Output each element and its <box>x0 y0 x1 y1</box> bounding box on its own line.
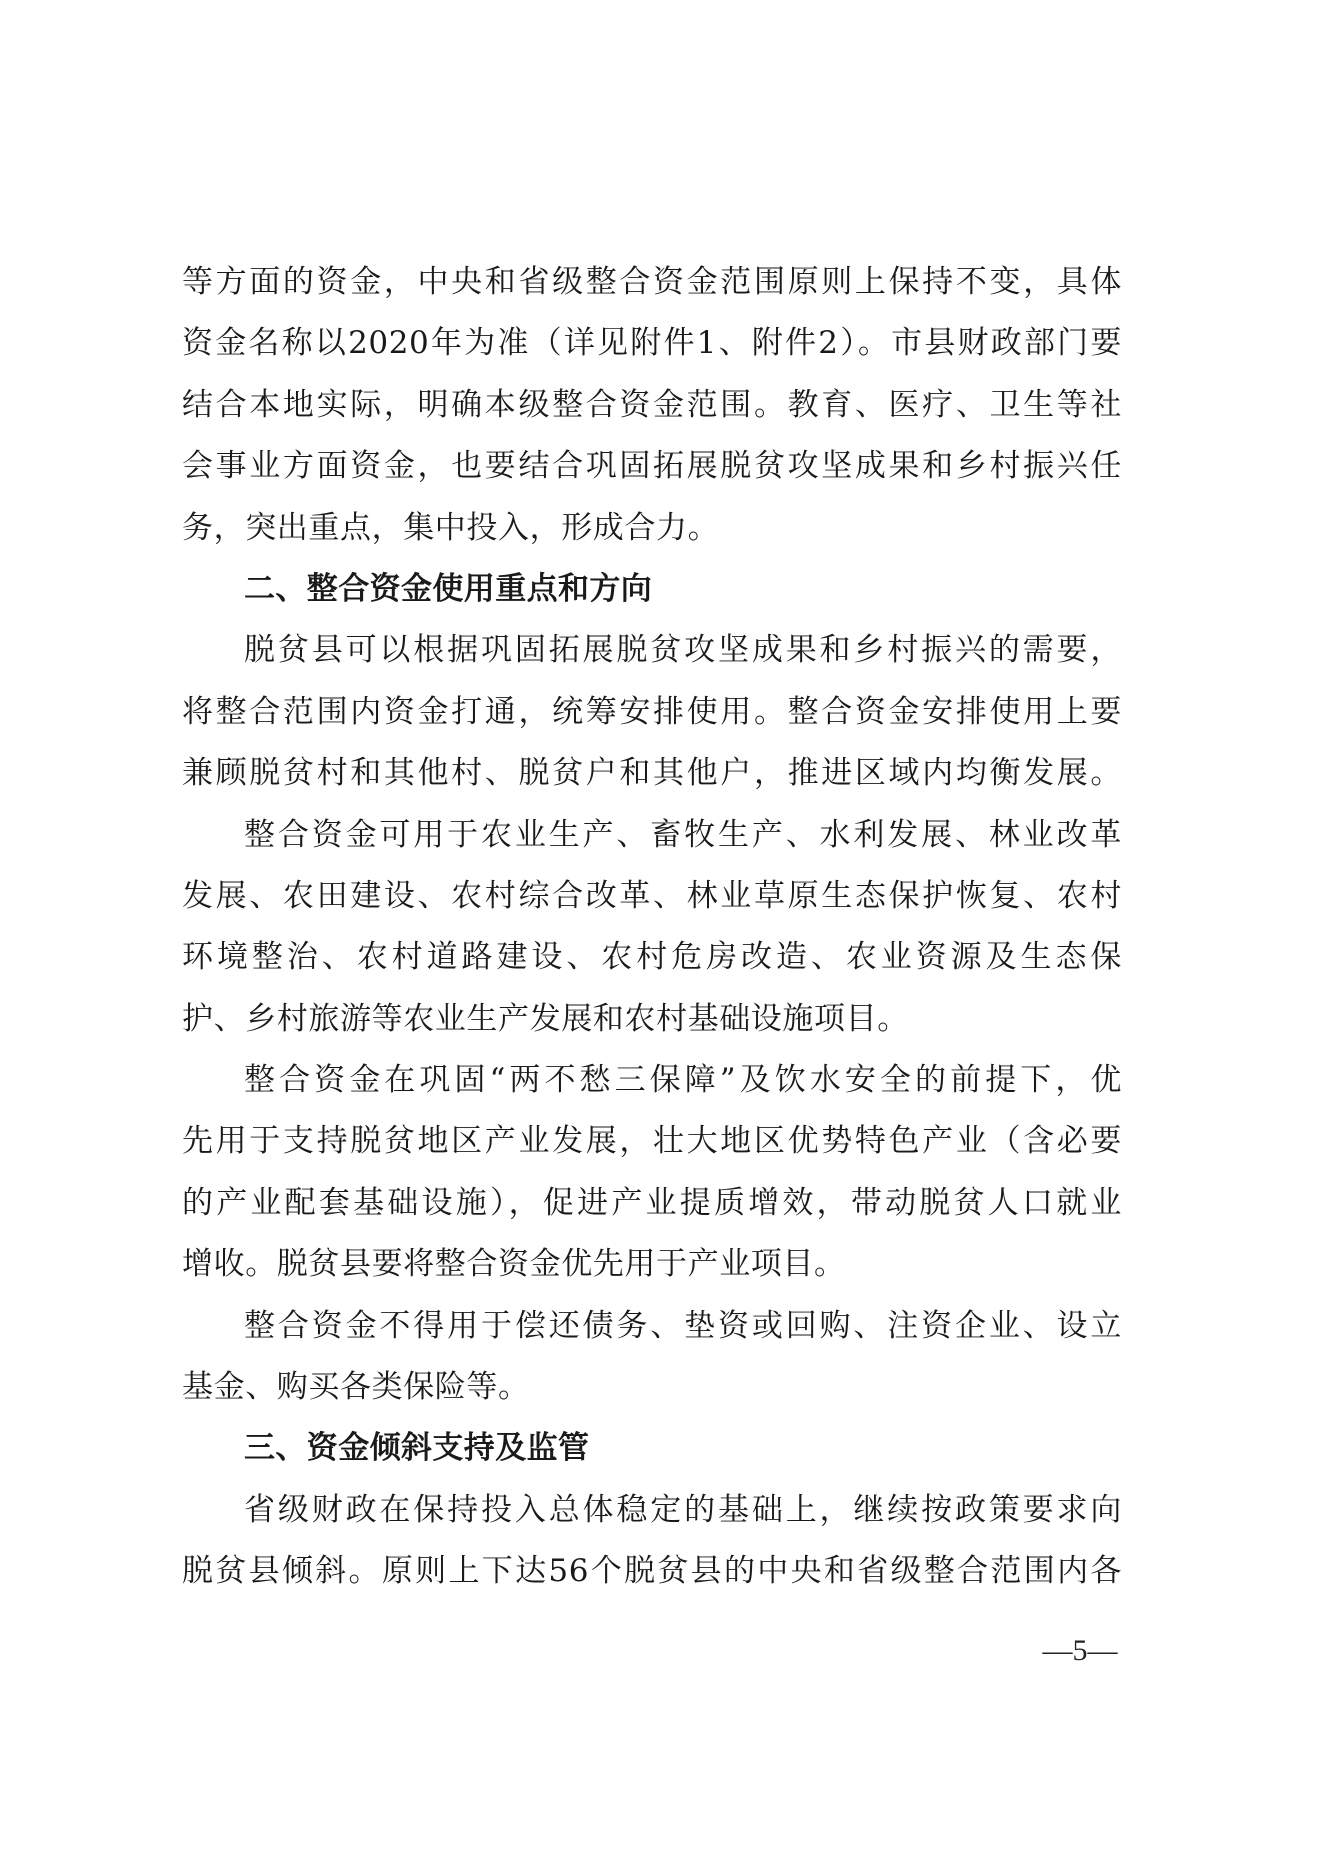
paragraph-first-line: 整合资金不得用于偿还债务、垫资或回购、注资企业、设立 <box>244 1307 1122 1344</box>
paragraph-first-line: 省级财政在保持投入总体稳定的基础上，继续按政策要求向 <box>244 1491 1122 1528</box>
paragraph-first-line: 整合资金在巩固“两不愁三保障”及饮水安全的前提下，优 <box>244 1062 1122 1099</box>
body-line: 将整合范围内资金打通，统筹安排使用。整合资金安排使用上要 <box>182 693 1122 730</box>
body-line: 资金名称以2020年为准（详见附件1、附件2）。市县财政部门要 <box>182 325 1122 362</box>
body-line: 增收。脱贫县要将整合资金优先用于产业项目。 <box>182 1246 846 1283</box>
body-line: 环境整治、农村道路建设、农村危房改造、农业资源及生态保 <box>182 939 1122 976</box>
document-body <box>182 252 1122 1603</box>
body-line: 会事业方面资金，也要结合巩固拓展脱贫攻坚成果和乡村振兴任 <box>182 448 1122 485</box>
body-line: 务，突出重点，集中投入，形成合力。 <box>182 509 720 546</box>
section-heading: 二、整合资金使用重点和方向 <box>244 570 653 607</box>
body-line: 先用于支持脱贫地区产业发展，壮大地区优势特色产业（含必要 <box>182 1123 1122 1160</box>
paragraph-first-line: 脱贫县可以根据巩固拓展脱贫攻坚成果和乡村振兴的需要， <box>244 632 1122 669</box>
body-line: 脱贫县倾斜。原则上下达56个脱贫县的中央和省级整合范围内各 <box>182 1553 1122 1590</box>
body-line: 的产业配套基础设施），促进产业提质增效，带动脱贫人口就业 <box>182 1184 1122 1221</box>
body-line: 等方面的资金，中央和省级整合资金范围原则上保持不变，具体 <box>182 264 1122 300</box>
body-line: 发展、农田建设、农村综合改革、林业草原生态保护恢复、农村 <box>182 877 1122 914</box>
body-line: 兼顾脱贫村和其他村、脱贫户和其他户，推进区域内均衡发展。 <box>182 755 1122 792</box>
page-number: —5— <box>1042 1634 1118 1667</box>
body-line: 结合本地实际，明确本级整合资金范围。教育、医疗、卫生等社 <box>182 386 1122 423</box>
section-heading: 三、资金倾斜支持及监管 <box>244 1430 590 1467</box>
paragraph-first-line: 整合资金可用于农业生产、畜牧生产、水利发展、林业改革 <box>244 816 1122 853</box>
body-line: 基金、购买各类保险等。 <box>182 1369 530 1406</box>
body-line: 护、乡村旅游等农业生产发展和农村基础设施项目。 <box>182 1000 909 1037</box>
